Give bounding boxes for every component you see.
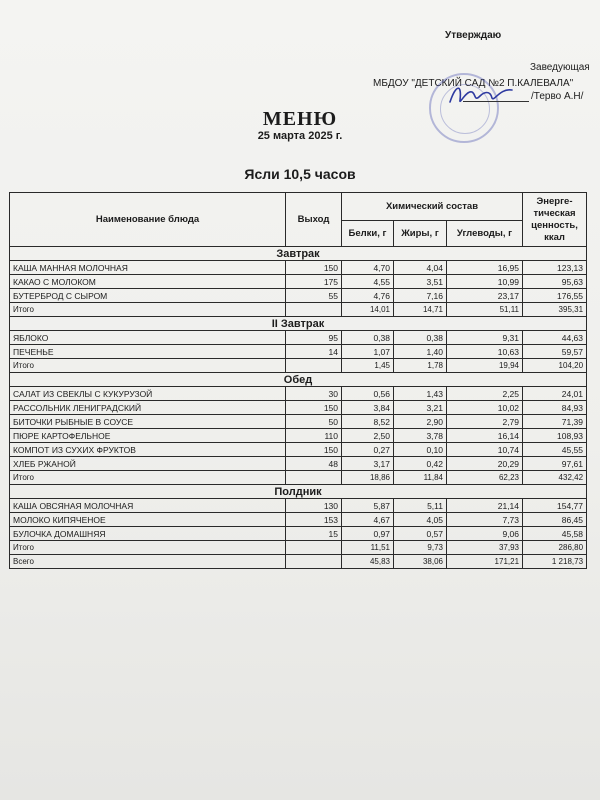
total-protein: 18,86 xyxy=(342,471,394,485)
table-row xyxy=(10,457,587,471)
table-row xyxy=(10,261,587,275)
total-energy: 104,20 xyxy=(523,359,587,373)
dish-energy: 108,93 xyxy=(523,429,587,443)
dish-energy: 24,01 xyxy=(523,387,587,401)
dish-name: КОМПОТ ИЗ СУХИХ ФРУКТОВ xyxy=(10,443,286,457)
total-output-empty xyxy=(286,471,342,485)
total-fat: 9,73 xyxy=(394,541,447,555)
dish-protein: 4,70 xyxy=(342,261,394,275)
dish-output: 110 xyxy=(286,429,342,443)
total-protein: 11,51 xyxy=(342,541,394,555)
dish-output: 30 xyxy=(286,387,342,401)
table-row xyxy=(10,275,587,289)
dish-carbs: 16,95 xyxy=(447,261,523,275)
dish-energy: 123,13 xyxy=(523,261,587,275)
table-row xyxy=(10,387,587,401)
page-title: МЕНЮ xyxy=(262,108,338,130)
col-dish-header: Наименование блюда xyxy=(10,193,286,247)
dish-output: 150 xyxy=(286,401,342,415)
dish-energy: 95,63 xyxy=(523,275,587,289)
section-total-row xyxy=(10,471,587,485)
dish-carbs: 20,29 xyxy=(447,457,523,471)
dish-carbs: 9,06 xyxy=(447,527,523,541)
dish-carbs: 23,17 xyxy=(447,289,523,303)
dish-protein: 3,17 xyxy=(342,457,394,471)
dish-name: РАССОЛЬНИК ЛЕНИГРАДСКИЙ xyxy=(10,401,286,415)
total-energy: 432,42 xyxy=(523,471,587,485)
section-title: Обед xyxy=(10,373,587,387)
total-protein: 1,45 xyxy=(342,359,394,373)
table-row xyxy=(10,499,587,513)
total-protein: 14,01 xyxy=(342,303,394,317)
dish-fat: 0,38 xyxy=(394,331,447,345)
dish-carbs: 10,63 xyxy=(447,345,523,359)
dish-protein: 4,67 xyxy=(342,513,394,527)
dish-name: ПЕЧЕНЬЕ xyxy=(10,345,286,359)
signature-line xyxy=(463,91,583,102)
dish-energy: 86,45 xyxy=(523,513,587,527)
dish-carbs: 10,02 xyxy=(447,401,523,415)
table-row xyxy=(10,401,587,415)
dish-name: БИТОЧКИ РЫБНЫЕ В СОУСЕ xyxy=(10,415,286,429)
dish-output: 150 xyxy=(286,443,342,457)
dish-name: КАША МАННАЯ МОЛОЧНАЯ xyxy=(10,261,286,275)
table-row xyxy=(10,345,587,359)
menu-date: 25 марта 2025 г. xyxy=(257,130,343,142)
dish-output: 55 xyxy=(286,289,342,303)
table-row xyxy=(10,429,587,443)
section-title: Полдник xyxy=(10,485,587,499)
dish-energy: 59,57 xyxy=(523,345,587,359)
col-chemical-header: Химический состав xyxy=(342,193,523,221)
total-output-empty xyxy=(286,303,342,317)
dish-name: БУЛОЧКА ДОМАШНЯЯ xyxy=(10,527,286,541)
dish-fat: 3,51 xyxy=(394,275,447,289)
dish-output: 95 xyxy=(286,331,342,345)
dish-protein: 0,38 xyxy=(342,331,394,345)
dish-fat: 1,40 xyxy=(394,345,447,359)
dish-fat: 2,90 xyxy=(394,415,447,429)
grand-total-output-empty xyxy=(286,555,342,569)
dish-name: БУТЕРБРОД С СЫРОМ xyxy=(10,289,286,303)
dish-protein: 4,76 xyxy=(342,289,394,303)
table-row xyxy=(10,527,587,541)
dish-name: ПЮРЕ КАРТОФЕЛЬНОЕ xyxy=(10,429,286,443)
total-fat: 1,78 xyxy=(394,359,447,373)
dish-protein: 0,27 xyxy=(342,443,394,457)
total-label: Итого xyxy=(10,303,286,317)
total-output-empty xyxy=(286,359,342,373)
dish-protein: 2,50 xyxy=(342,429,394,443)
group-name: Ясли 10,5 часов xyxy=(244,166,356,182)
dish-output: 15 xyxy=(286,527,342,541)
total-energy: 395,31 xyxy=(523,303,587,317)
table-row xyxy=(10,415,587,429)
section-title: Завтрак xyxy=(10,247,587,261)
dish-fat: 4,05 xyxy=(394,513,447,527)
dish-protein: 0,97 xyxy=(342,527,394,541)
section-header-row xyxy=(10,373,587,387)
dish-fat: 5,11 xyxy=(394,499,447,513)
dish-output: 175 xyxy=(286,275,342,289)
total-carbs: 37,93 xyxy=(447,541,523,555)
total-label: Итого xyxy=(10,541,286,555)
dish-energy: 44,63 xyxy=(523,331,587,345)
signer-name: /Терво А.Н/ xyxy=(531,91,584,102)
head-role: Заведующая xyxy=(530,62,590,73)
dish-output: 150 xyxy=(286,261,342,275)
dish-fat: 3,78 xyxy=(394,429,447,443)
section-header-row xyxy=(10,247,587,261)
dish-carbs: 7,73 xyxy=(447,513,523,527)
menu-table-body xyxy=(10,247,587,569)
dish-carbs: 21,14 xyxy=(447,499,523,513)
menu-table xyxy=(9,192,587,569)
section-title: II Завтрак xyxy=(10,317,587,331)
dish-name: МОЛОКО КИПЯЧЕНОЕ xyxy=(10,513,286,527)
col-fat-header: Жиры, г xyxy=(394,221,447,247)
table-row xyxy=(10,513,587,527)
approve-label: Утверждаю xyxy=(445,30,502,41)
dish-carbs: 9,31 xyxy=(447,331,523,345)
total-fat: 11,84 xyxy=(394,471,447,485)
total-carbs: 51,11 xyxy=(447,303,523,317)
section-total-row xyxy=(10,359,587,373)
grand-total-carbs: 171,21 xyxy=(447,555,523,569)
section-total-row xyxy=(10,541,587,555)
dish-energy: 71,39 xyxy=(523,415,587,429)
dish-fat: 4,04 xyxy=(394,261,447,275)
dish-carbs: 10,99 xyxy=(447,275,523,289)
total-label: Итого xyxy=(10,471,286,485)
total-label: Итого xyxy=(10,359,286,373)
dish-protein: 8,52 xyxy=(342,415,394,429)
table-row xyxy=(10,443,587,457)
dish-fat: 0,10 xyxy=(394,443,447,457)
dish-output: 14 xyxy=(286,345,342,359)
section-header-row xyxy=(10,317,587,331)
grand-total-energy: 1 218,73 xyxy=(523,555,587,569)
total-energy: 286,80 xyxy=(523,541,587,555)
dish-output: 48 xyxy=(286,457,342,471)
dish-output: 130 xyxy=(286,499,342,513)
dish-fat: 0,42 xyxy=(394,457,447,471)
dish-output: 153 xyxy=(286,513,342,527)
dish-protein: 3,84 xyxy=(342,401,394,415)
col-carbs-header: Углеводы, г xyxy=(447,221,523,247)
dish-fat: 1,43 xyxy=(394,387,447,401)
dish-output: 50 xyxy=(286,415,342,429)
grand-total-fat: 38,06 xyxy=(394,555,447,569)
dish-name: САЛАТ ИЗ СВЕКЛЫ С КУКУРУЗОЙ xyxy=(10,387,286,401)
total-carbs: 19,94 xyxy=(447,359,523,373)
dish-carbs: 16,14 xyxy=(447,429,523,443)
table-row xyxy=(10,331,587,345)
grand-total-row xyxy=(10,555,587,569)
dish-energy: 45,55 xyxy=(523,443,587,457)
col-protein-header: Белки, г xyxy=(342,221,394,247)
section-header-row xyxy=(10,485,587,499)
dish-fat: 3,21 xyxy=(394,401,447,415)
organization-name: МБДОУ "ДЕТСКИЙ САД №2 П.КАЛЕВАЛА" xyxy=(373,78,574,89)
dish-energy: 45,58 xyxy=(523,527,587,541)
total-carbs: 62,23 xyxy=(447,471,523,485)
dish-protein: 4,55 xyxy=(342,275,394,289)
col-output-header: Выход xyxy=(286,193,342,247)
total-fat: 14,71 xyxy=(394,303,447,317)
dish-name: ХЛЕБ РЖАНОЙ xyxy=(10,457,286,471)
dish-carbs: 2,79 xyxy=(447,415,523,429)
dish-fat: 7,16 xyxy=(394,289,447,303)
dish-protein: 5,87 xyxy=(342,499,394,513)
dish-energy: 176,55 xyxy=(523,289,587,303)
dish-energy: 97,61 xyxy=(523,457,587,471)
dish-fat: 0,57 xyxy=(394,527,447,541)
dish-protein: 0,56 xyxy=(342,387,394,401)
total-output-empty xyxy=(286,541,342,555)
section-total-row xyxy=(10,303,587,317)
col-energy-header: Энерге-тическая ценность, ккал xyxy=(523,193,587,247)
dish-protein: 1,07 xyxy=(342,345,394,359)
dish-name: КАКАО С МОЛОКОМ xyxy=(10,275,286,289)
dish-carbs: 2,25 xyxy=(447,387,523,401)
grand-total-label: Всего xyxy=(10,555,286,569)
dish-energy: 84,93 xyxy=(523,401,587,415)
dish-carbs: 10,74 xyxy=(447,443,523,457)
grand-total-protein: 45,83 xyxy=(342,555,394,569)
table-row xyxy=(10,289,587,303)
dish-energy: 154,77 xyxy=(523,499,587,513)
dish-name: ЯБЛОКО xyxy=(10,331,286,345)
dish-name: КАША ОВСЯНАЯ МОЛОЧНАЯ xyxy=(10,499,286,513)
